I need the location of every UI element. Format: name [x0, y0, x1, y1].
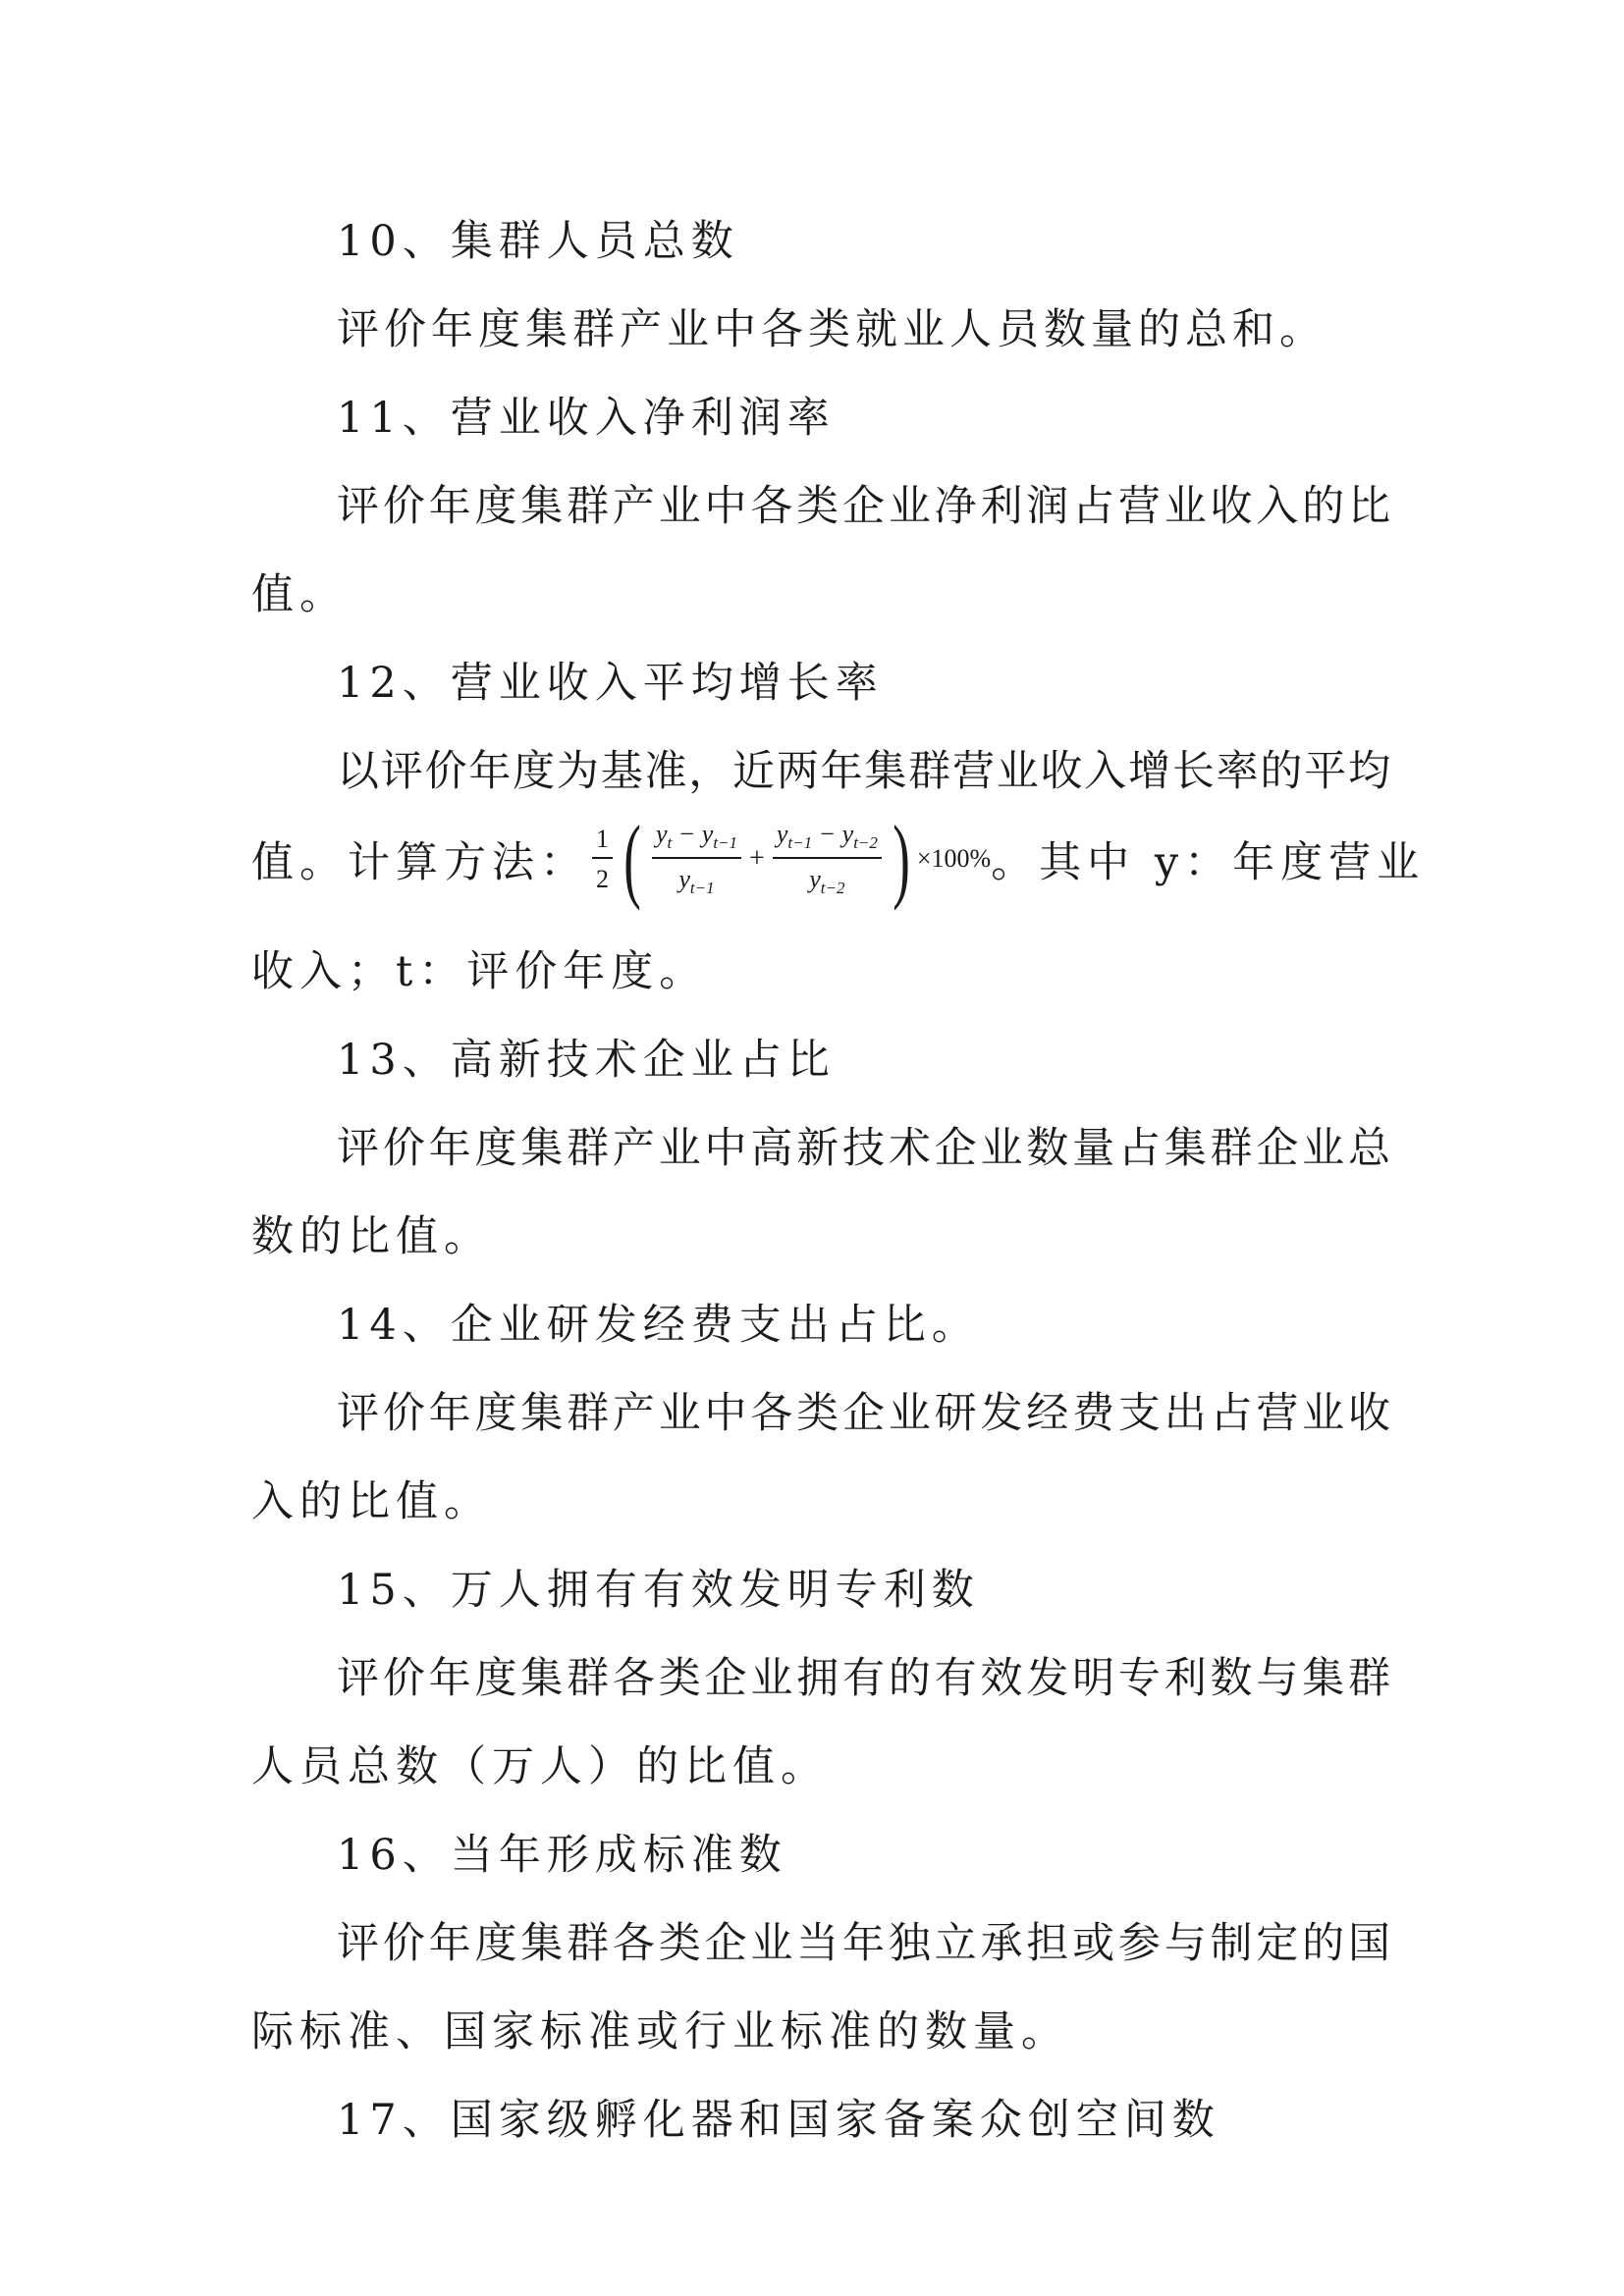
formula-plus: +	[749, 843, 765, 874]
formula-fraction-1-numerator: $y_t - y_{t-1}$	[652, 820, 741, 858]
item-16-description-line2: 际标准、国家标准或行业标准的数量。	[251, 2007, 1069, 2056]
item-12-formula-suffix: 。其中 y：年度营业	[991, 837, 1426, 887]
growth-rate-formula	[588, 805, 991, 913]
item-17-heading: 17、国家级孵化器和国家备案众创空间数	[337, 2096, 1220, 2145]
formula-left-paren: (	[623, 806, 641, 911]
item-12-heading: 12、营业收入平均增长率	[337, 659, 884, 708]
formula-times-100-percent: ×100%	[916, 844, 992, 873]
item-16-description-line1: 评价年度集群各类企业当年独立承担或参与制定的国	[337, 1919, 1390, 1968]
formula-fraction-2-numerator: $y_{t-1} - y_{t-2}$	[773, 820, 882, 858]
item-11-heading: 11、营业收入净利润率	[337, 394, 836, 443]
item-11-description-line2: 值。	[251, 570, 348, 619]
formula-half-denominator: 2	[596, 864, 609, 893]
item-10-description: 评价年度集群产业中各类就业人员数量的总和。	[337, 305, 1326, 354]
formula-fraction-2-denominator: $y_{t-2}$	[809, 864, 845, 897]
item-11-description-line1: 评价年度集群产业中各类企业净利润占营业收入的比	[337, 482, 1390, 531]
item-13-description-line2: 数的比值。	[251, 1212, 492, 1261]
item-13-description-line1: 评价年度集群产业中高新技术企业数量占集群企业总	[337, 1124, 1390, 1173]
formula-fraction-1-denominator: $y_{t-1}$	[678, 864, 715, 897]
formula-half	[592, 825, 613, 894]
item-12-formula-line	[251, 805, 1426, 913]
formula-right-paren: )	[893, 806, 910, 911]
item-12-description-line3: 收入；t：评价年度。	[251, 947, 708, 996]
item-15-description-line1: 评价年度集群各类企业拥有的有效发明专利数与集群	[337, 1654, 1390, 1703]
item-15-heading: 15、万人拥有有效发明专利数	[337, 1566, 980, 1615]
item-15-description-line2: 人员总数（万人）的比值。	[251, 1742, 829, 1791]
item-12-formula-prefix: 值。计算方法：	[251, 837, 588, 887]
item-13-heading: 13、高新技术企业占比	[337, 1036, 836, 1085]
item-14-description-line2: 入的比值。	[251, 1477, 492, 1526]
formula-half-numerator: 1	[592, 825, 613, 859]
item-12-description-line1: 以评价年度为基准，近两年集群营业收入增长率的平均	[337, 747, 1390, 796]
formula-fraction-1	[652, 820, 741, 897]
item-14-heading: 14、企业研发经费支出占比。	[337, 1301, 980, 1350]
item-14-description-line1: 评价年度集群产业中各类企业研发经费支出占营业收	[337, 1389, 1390, 1438]
item-10-heading: 10、集群人员总数	[337, 217, 739, 266]
formula-fraction-2	[773, 820, 882, 897]
item-16-heading: 16、当年形成标准数	[337, 1831, 787, 1880]
